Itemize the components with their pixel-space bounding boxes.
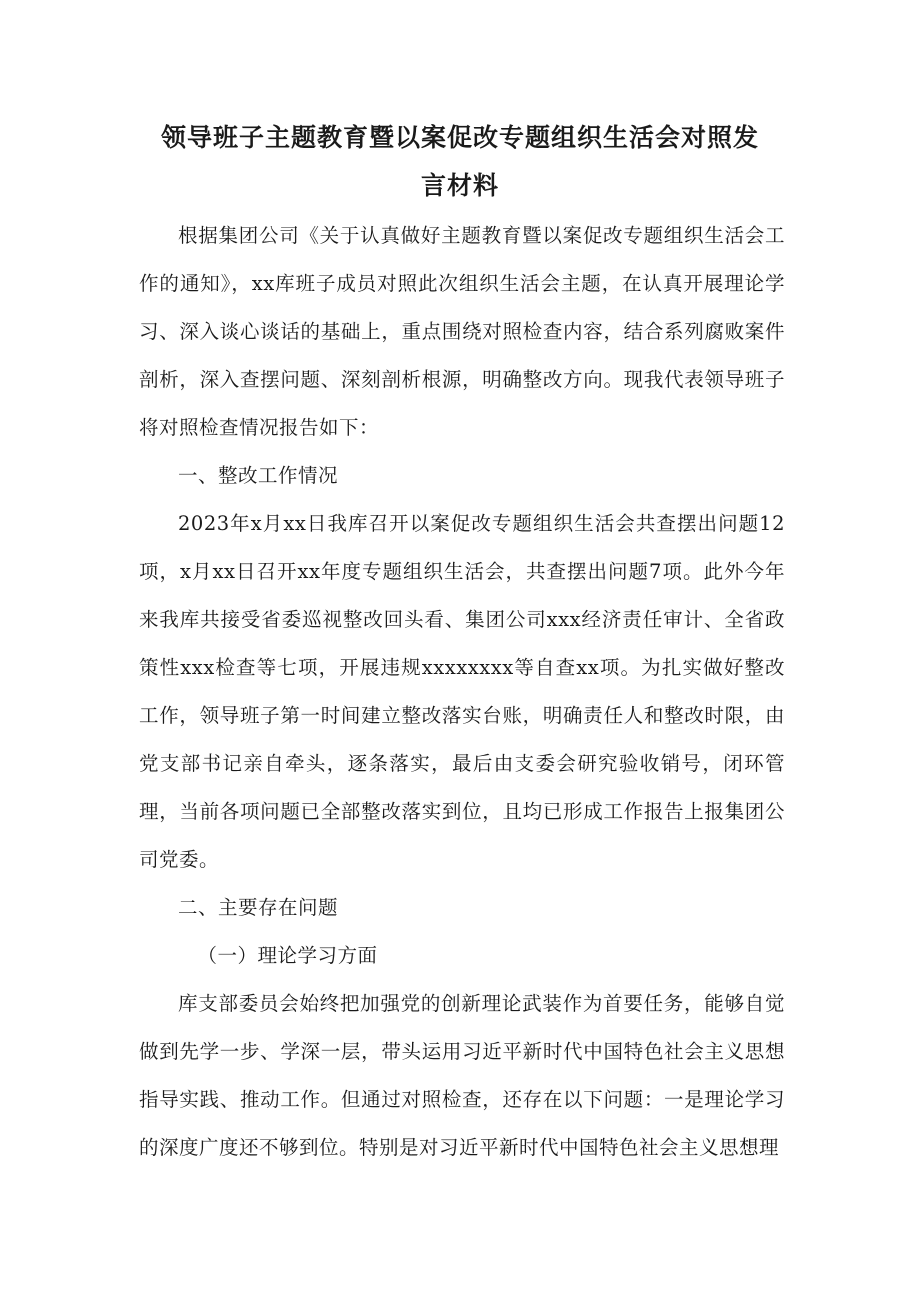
subsection-heading-1: （一）理论学习方面: [197, 944, 378, 967]
document-body: [139, 212, 785, 1172]
paragraph-theory-study: 库支部委员会始终把加强党的创新理论武装作为首要任务，能够自觉做到先学一步、学深一层，带头运用习近平新时代中国特色社会主义思想指导实践、推动工作。但通过对照检查，还存在以下问题：一是理论学习的深度广度还不够到位。特别是对习近平新时代中国特色社会主义思想理: [139, 992, 785, 1159]
section-heading-2: 二、主要存在问题: [178, 896, 339, 919]
paragraph-intro: 根据集团公司《关于认真做好主题教育暨以案促改专题组织生活会工作的通知》，xx库班子成员对照此次组织生活会主题，在认真开展理论学习、深入谈心谈话的基础上，重点围绕对照检查内容，结合系列腐败案件剖析，深入查摆问题、深刻剖析根源，明确整改方向。现我代表领导班子将对照检查情况报告如下：: [139, 224, 785, 439]
paragraph-rectification: 2023年x月xx日我库召开以案促改专题组织生活会共查摆出问题12项，x月xx日召开xx年度专题组织生活会，共查摆出问题7项。此外今年来我库共接受省委巡视整改回头看、集团公司xxx经济责任审计、全省政策性xxx检查等七项，开展违规xxxxxxxx等自查xx项。为扎实做好整改工作，领导班子第一时间建立整改落实台账，明确责任人和整改时限，由党支部书记亲自牵头，逐条落实，最后由支委会研究验收销号，闭环管理，当前各项问题已全部整改落实到位，且均已形成工作报告上报集团公司党委。: [139, 512, 785, 871]
document-title-line-1: 领导班子主题教育暨以案促改专题组织生活会对照发: [160, 123, 759, 152]
section-heading-1: 一、整改工作情况: [178, 464, 339, 487]
document-title-line-2: 言材料: [420, 171, 499, 200]
